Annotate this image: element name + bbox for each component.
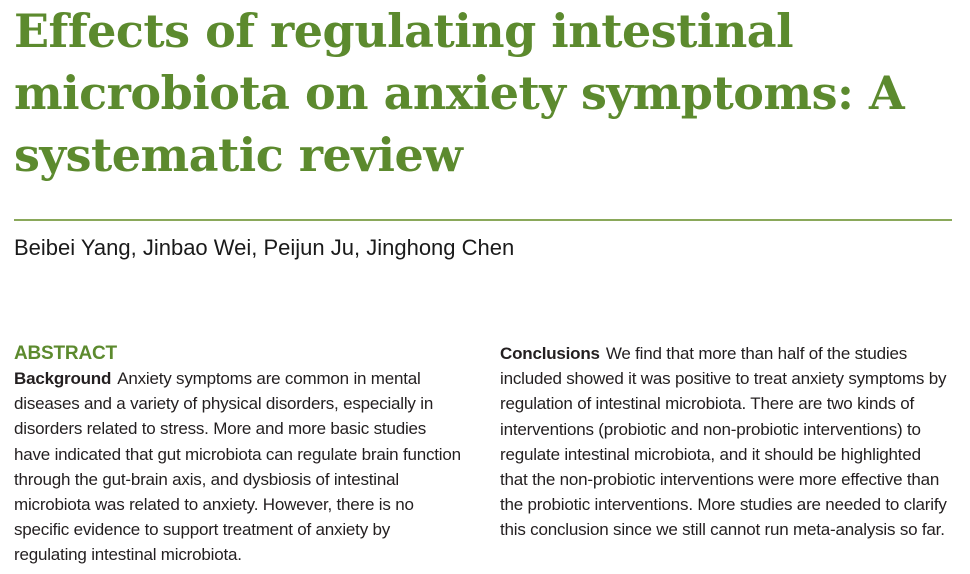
abstract-right-column (500, 341, 950, 543)
author-list: Beibei Yang, Jinbao Wei, Peijun Ju, Jinghong Chen (14, 235, 515, 260)
background-paragraph (14, 366, 464, 568)
background-label: Background (14, 369, 112, 388)
background-text: Anxiety symptoms are common in mental diseases and a variety of physical disorders, especially in disorders related to stress. More and more basic studies have indicated that gut microbiota can regulate brain function through the gut-brain axis, and dysbiosis of intestinal microbiota was related to anxiety. However, there is no specific evidence to support treatment of anxiety by regulating intestinal microbiota. (14, 369, 461, 565)
paper-title: Effects of regulating intestinal microbiota on anxiety symptoms: A systematic review (14, 4, 905, 182)
conclusions-text: We find that more than half of the studies included showed it was positive to treat anxiety symptoms by regulation of intestinal microbiota. There are two kinds of interventions (probiotic and non-probiotic interventions) to regulate intestinal microbiota, and it should be highlighted that the non-probiotic interventions were more effective than the probiotic interventions. More studies are needed to clarify this conclusion since we still cannot run meta-analysis so far. (500, 344, 947, 540)
conclusions-paragraph (500, 341, 950, 543)
abstract-heading: ABSTRACT (14, 343, 117, 364)
title-divider (14, 219, 952, 221)
abstract-left-column (14, 342, 464, 568)
conclusions-label: Conclusions (500, 344, 600, 363)
